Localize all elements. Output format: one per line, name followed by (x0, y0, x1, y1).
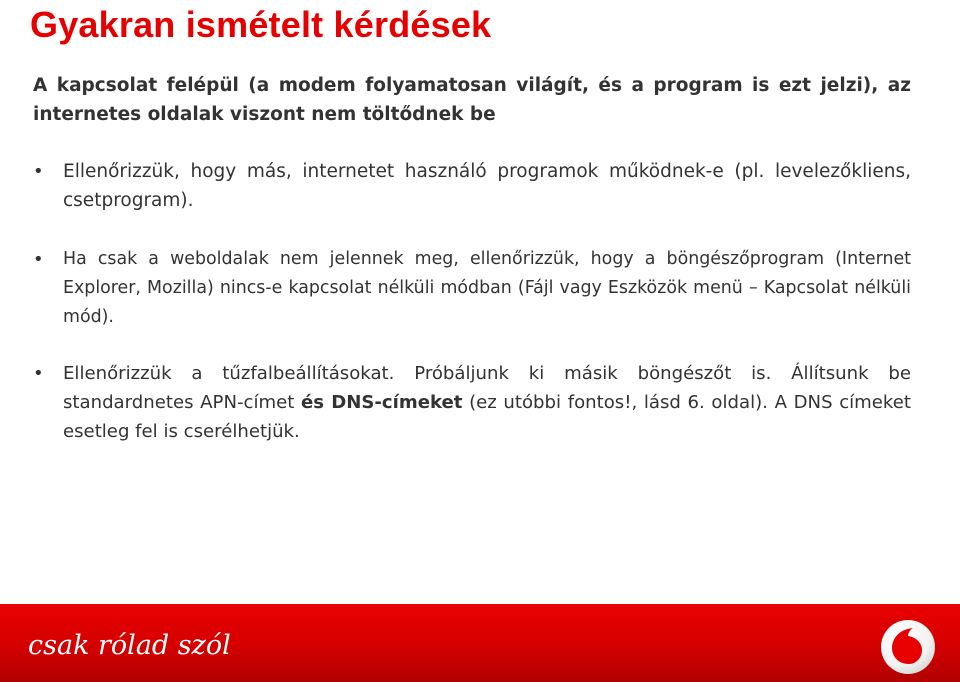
footer-slogan: csak rólad szól (28, 630, 231, 661)
vodafone-logo-icon (879, 618, 937, 676)
page-title: Gyakran ismételt kérdések (30, 4, 492, 45)
list-item-text-part: Ellenőrizzük a tűzfalbeállításokat. Próbáljunk ki másik böngészőt is. Állítsunk be standardnetes APN-címet (63, 363, 911, 413)
list-item-text: Ha csak a weboldalak nem jelennek meg, ellenőrizzük, hogy a böngészőprogram (Internet Explorer, Mozilla) nincs-e kapcsolat nélküli módban (Fájl vagy Eszközök menü – Kapcsolat nélküli mód). (63, 249, 911, 327)
list-item-text-part: (ez utóbbi fontos!, lásd 6. oldal). A DNS címeket esetleg fel is cserélhetjük. (63, 392, 911, 442)
list-item-text (63, 363, 911, 442)
list-item (33, 157, 911, 215)
bullet-marker: • (33, 161, 44, 182)
answer-list (33, 157, 911, 446)
list-item-text: Ellenőrizzük, hogy más, internetet használó programok működnek-e (pl. levelezőkliens, csetprogram). (63, 161, 911, 211)
list-item (33, 359, 911, 446)
question-heading: A kapcsolat felépül (a modem folyamatosan világít, és a program is ezt jelzi), az internetes oldalak viszont nem töltődnek be (33, 75, 911, 125)
list-item-emphasis: és DNS-címeket (300, 392, 463, 413)
bullet-marker: • (33, 249, 44, 270)
list-item (33, 245, 911, 332)
bullet-marker: • (33, 363, 44, 384)
